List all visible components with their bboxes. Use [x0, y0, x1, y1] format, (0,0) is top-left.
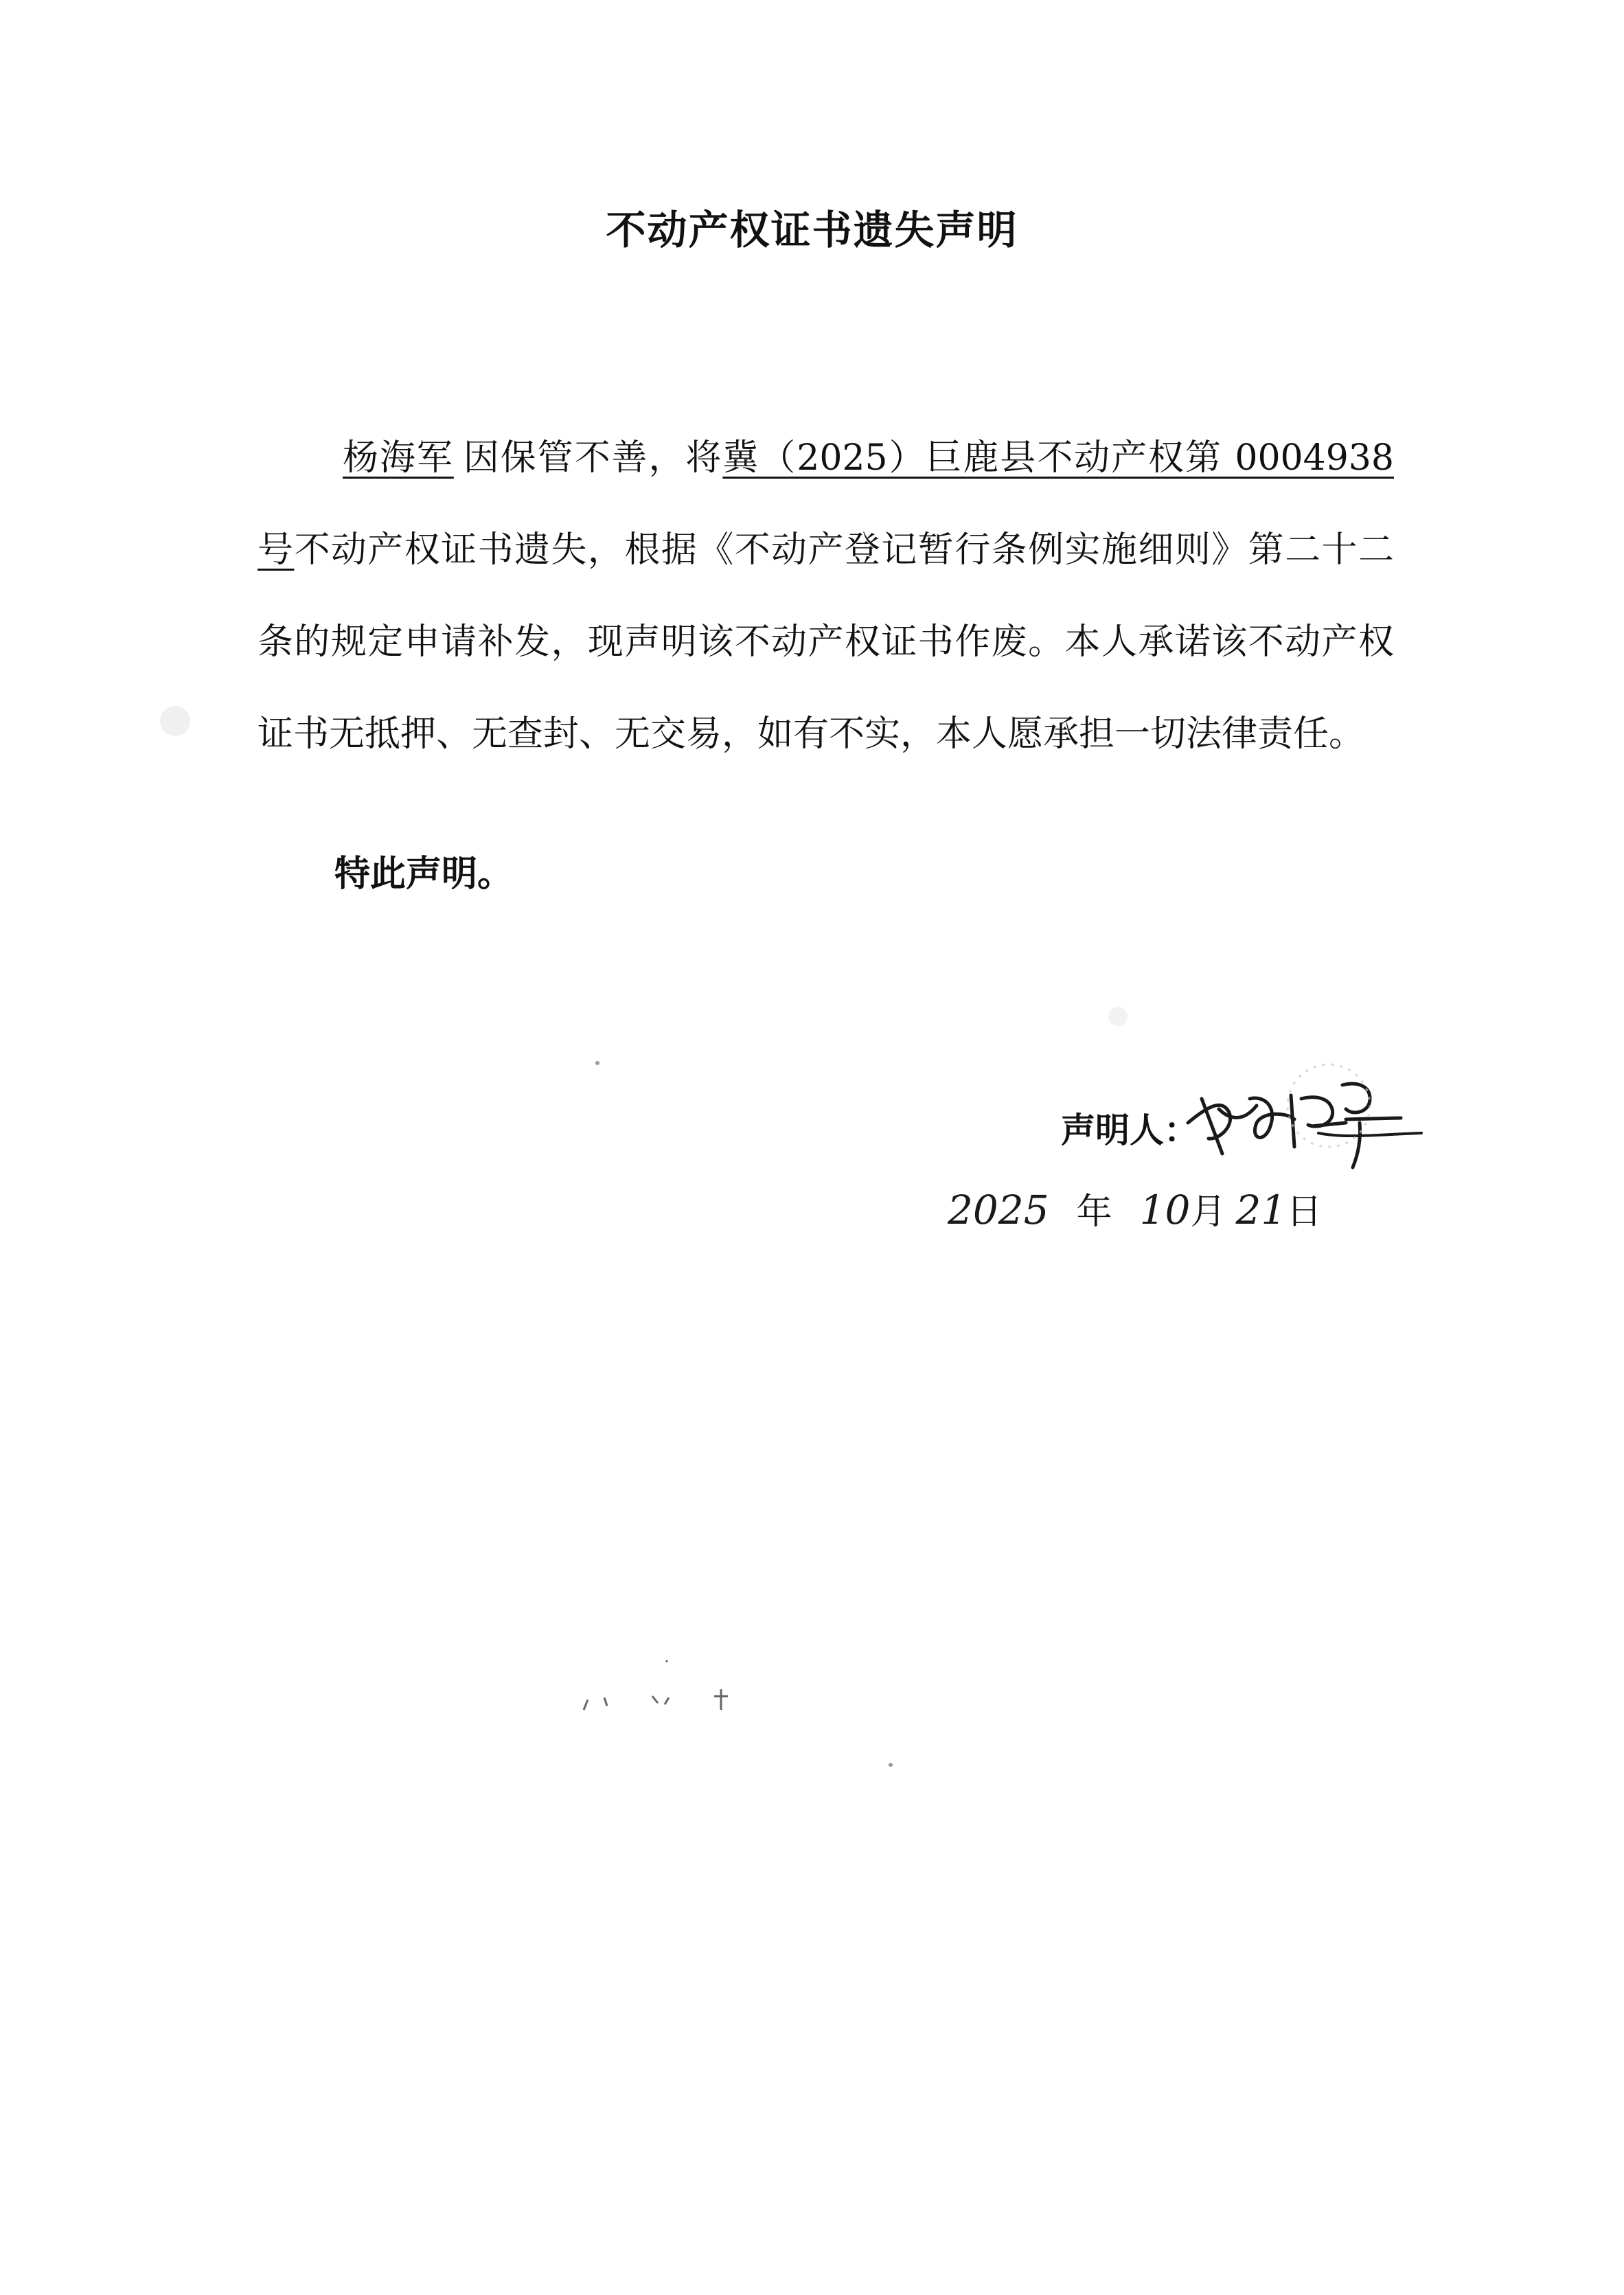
statement-paragraph [258, 412, 1394, 780]
handwritten-signature [1181, 1058, 1428, 1181]
document-title: 不动产权证书遗失声明 [606, 207, 1018, 253]
date-month: 10 [1139, 1187, 1191, 1233]
date-year-unit: 年 [1076, 1191, 1112, 1233]
statement-body: 不动产权证书遗失，根据《不动产登记暂行条例实施细则》第二十二条的规定申请补发，现声明该不动产权证书作废。本人承诺该不动产权证书无抵押、无查封、无交易，如有不实，本人愿承担一切法律责任。 [258, 529, 1394, 755]
date-day-unit: 日 [1286, 1191, 1323, 1233]
declarant-label: 声明人： [1061, 1110, 1198, 1150]
statement-lead: 因保管不善，将 [463, 437, 723, 479]
closing-text: 特此声明。 [334, 854, 514, 895]
date-day: 21 [1235, 1187, 1287, 1233]
date-month-unit: 月 [1190, 1191, 1226, 1233]
declarant-name: 杨海军 [343, 437, 454, 479]
declaration-date [948, 1183, 1322, 1234]
certificate-number: 冀（2025）巨鹿县不动产权第 0004938 号 [258, 437, 1394, 571]
date-year: 2025 [948, 1187, 1049, 1233]
